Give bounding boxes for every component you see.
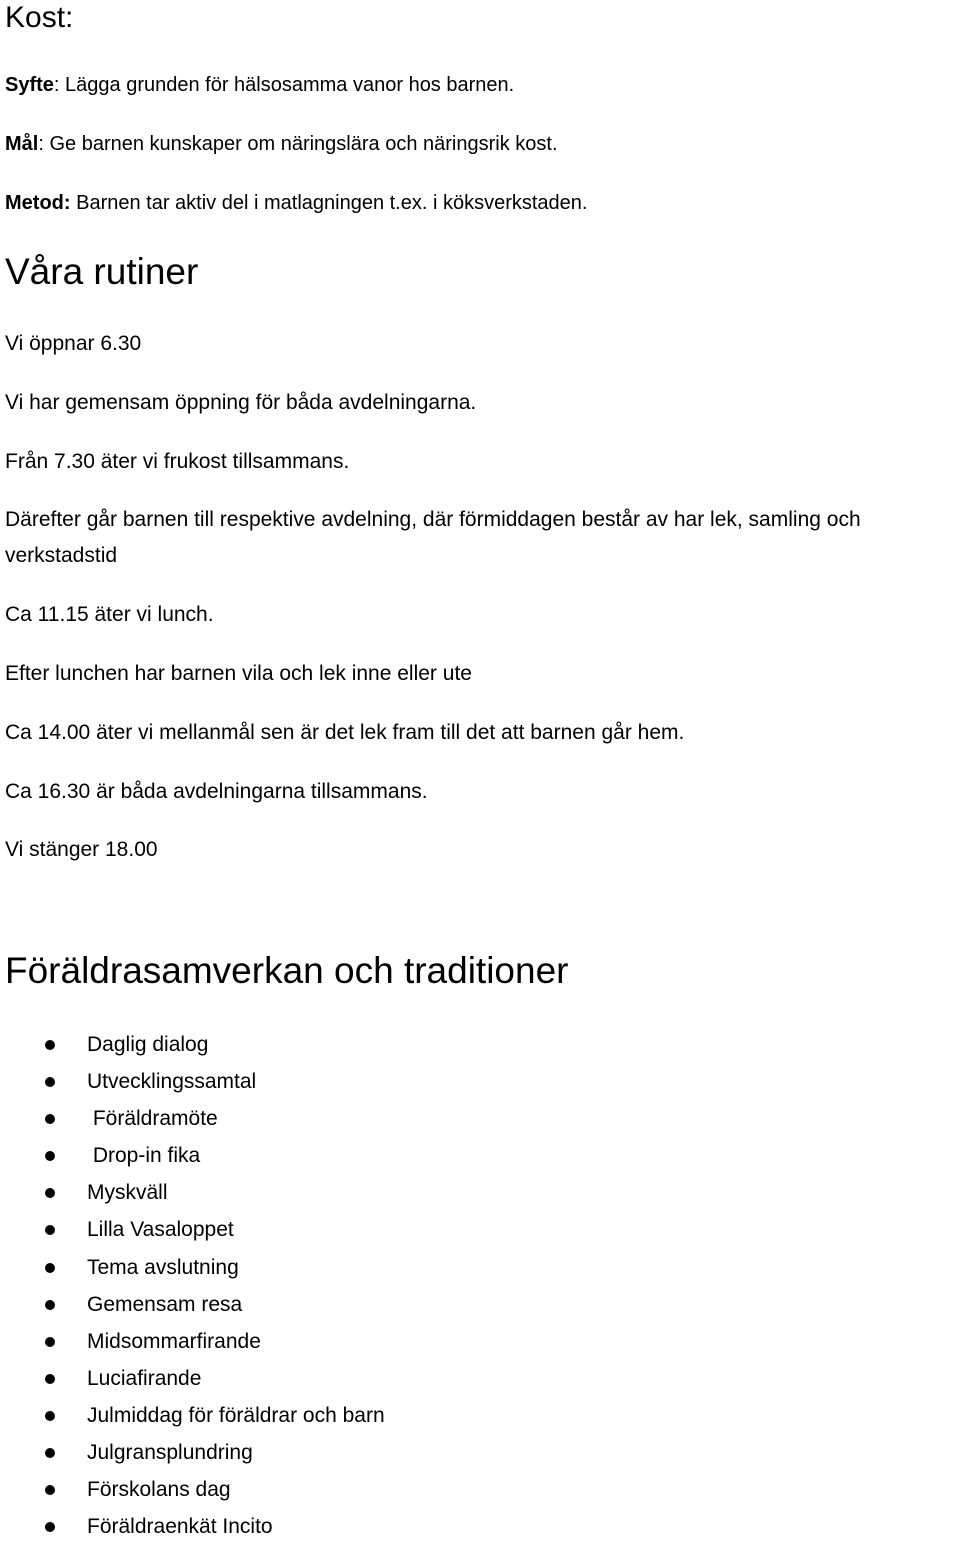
bullet-icon: [45, 1485, 55, 1495]
bullet-icon: [45, 1114, 55, 1124]
list-item: Julmiddag för föräldrar och barn: [5, 1397, 385, 1434]
list-item: Myskväll: [5, 1174, 385, 1211]
bullet-icon: [45, 1337, 55, 1347]
mal-line: [5, 131, 558, 157]
metod-label: Metod:: [5, 192, 71, 214]
rutiner-heading: Våra rutiner: [5, 251, 199, 292]
list-item: Förskolans dag: [5, 1471, 385, 1508]
list-item: Midsommarfirande: [5, 1323, 385, 1360]
rutin-line: Från 7.30 äter vi frukost tillsammans.: [5, 450, 350, 473]
mal-text: : Ge barnen kunskaper om näringslära och näringsrik kost.: [38, 133, 558, 155]
bullet-icon: [45, 1522, 55, 1532]
rutin-line: Vi har gemensam öppning för båda avdelningarna.: [5, 391, 477, 414]
list-item: Drop-in fika: [5, 1137, 385, 1174]
tradition-list: [5, 1026, 385, 1545]
bullet-icon: [45, 1077, 55, 1087]
bullet-icon: [45, 1040, 55, 1050]
rutin-line: Ca 14.00 äter vi mellanmål sen är det lek fram till det att barnen går hem.: [5, 721, 685, 744]
metod-line: [5, 190, 587, 216]
syfte-text: : Lägga grunden för hälsosamma vanor hos barnen.: [53, 74, 515, 96]
rutin-line: Ca 11.15 äter vi lunch.: [5, 603, 214, 626]
bullet-icon: [45, 1263, 55, 1273]
list-item: Föräldraenkät Incito: [5, 1508, 385, 1545]
bullet-icon: [45, 1411, 55, 1421]
foraldra-heading: Föräldrasamverkan och traditioner: [5, 950, 569, 991]
rutin-line: Vi stänger 18.00: [5, 838, 158, 861]
bullet-icon: [45, 1188, 55, 1198]
mal-label: Mål: [5, 133, 39, 155]
rutin-line: Därefter går barnen till respektive avdelning, där förmiddagen består av har lek, samling och verkstadstid: [5, 508, 861, 567]
list-item: Daglig dialog: [5, 1026, 385, 1063]
rutin-line: Efter lunchen har barnen vila och lek inne eller ute: [5, 662, 472, 685]
list-item: Gemensam resa: [5, 1286, 385, 1323]
bullet-icon: [45, 1300, 55, 1310]
list-item: Utvecklingssamtal: [5, 1063, 385, 1100]
metod-text: Barnen tar aktiv del i matlagningen t.ex. i köksverkstaden.: [70, 192, 588, 214]
list-item: Tema avslutning: [5, 1249, 385, 1286]
rutin-line: Vi öppnar 6.30: [5, 332, 142, 355]
syfte-label: Syfte: [5, 74, 54, 96]
bullet-icon: [45, 1374, 55, 1384]
bullet-icon: [45, 1448, 55, 1458]
list-item: Lilla Vasaloppet: [5, 1211, 385, 1248]
list-item: Julgransplundring: [5, 1434, 385, 1471]
list-item: Luciafirande: [5, 1360, 385, 1397]
page-title: Kost:: [5, 1, 74, 34]
list-item: Föräldramöte: [5, 1100, 385, 1137]
rutin-line: Ca 16.30 är båda avdelningarna tillsammans.: [5, 780, 428, 803]
bullet-icon: [45, 1151, 55, 1161]
bullet-icon: [45, 1225, 55, 1235]
syfte-line: [5, 72, 514, 98]
